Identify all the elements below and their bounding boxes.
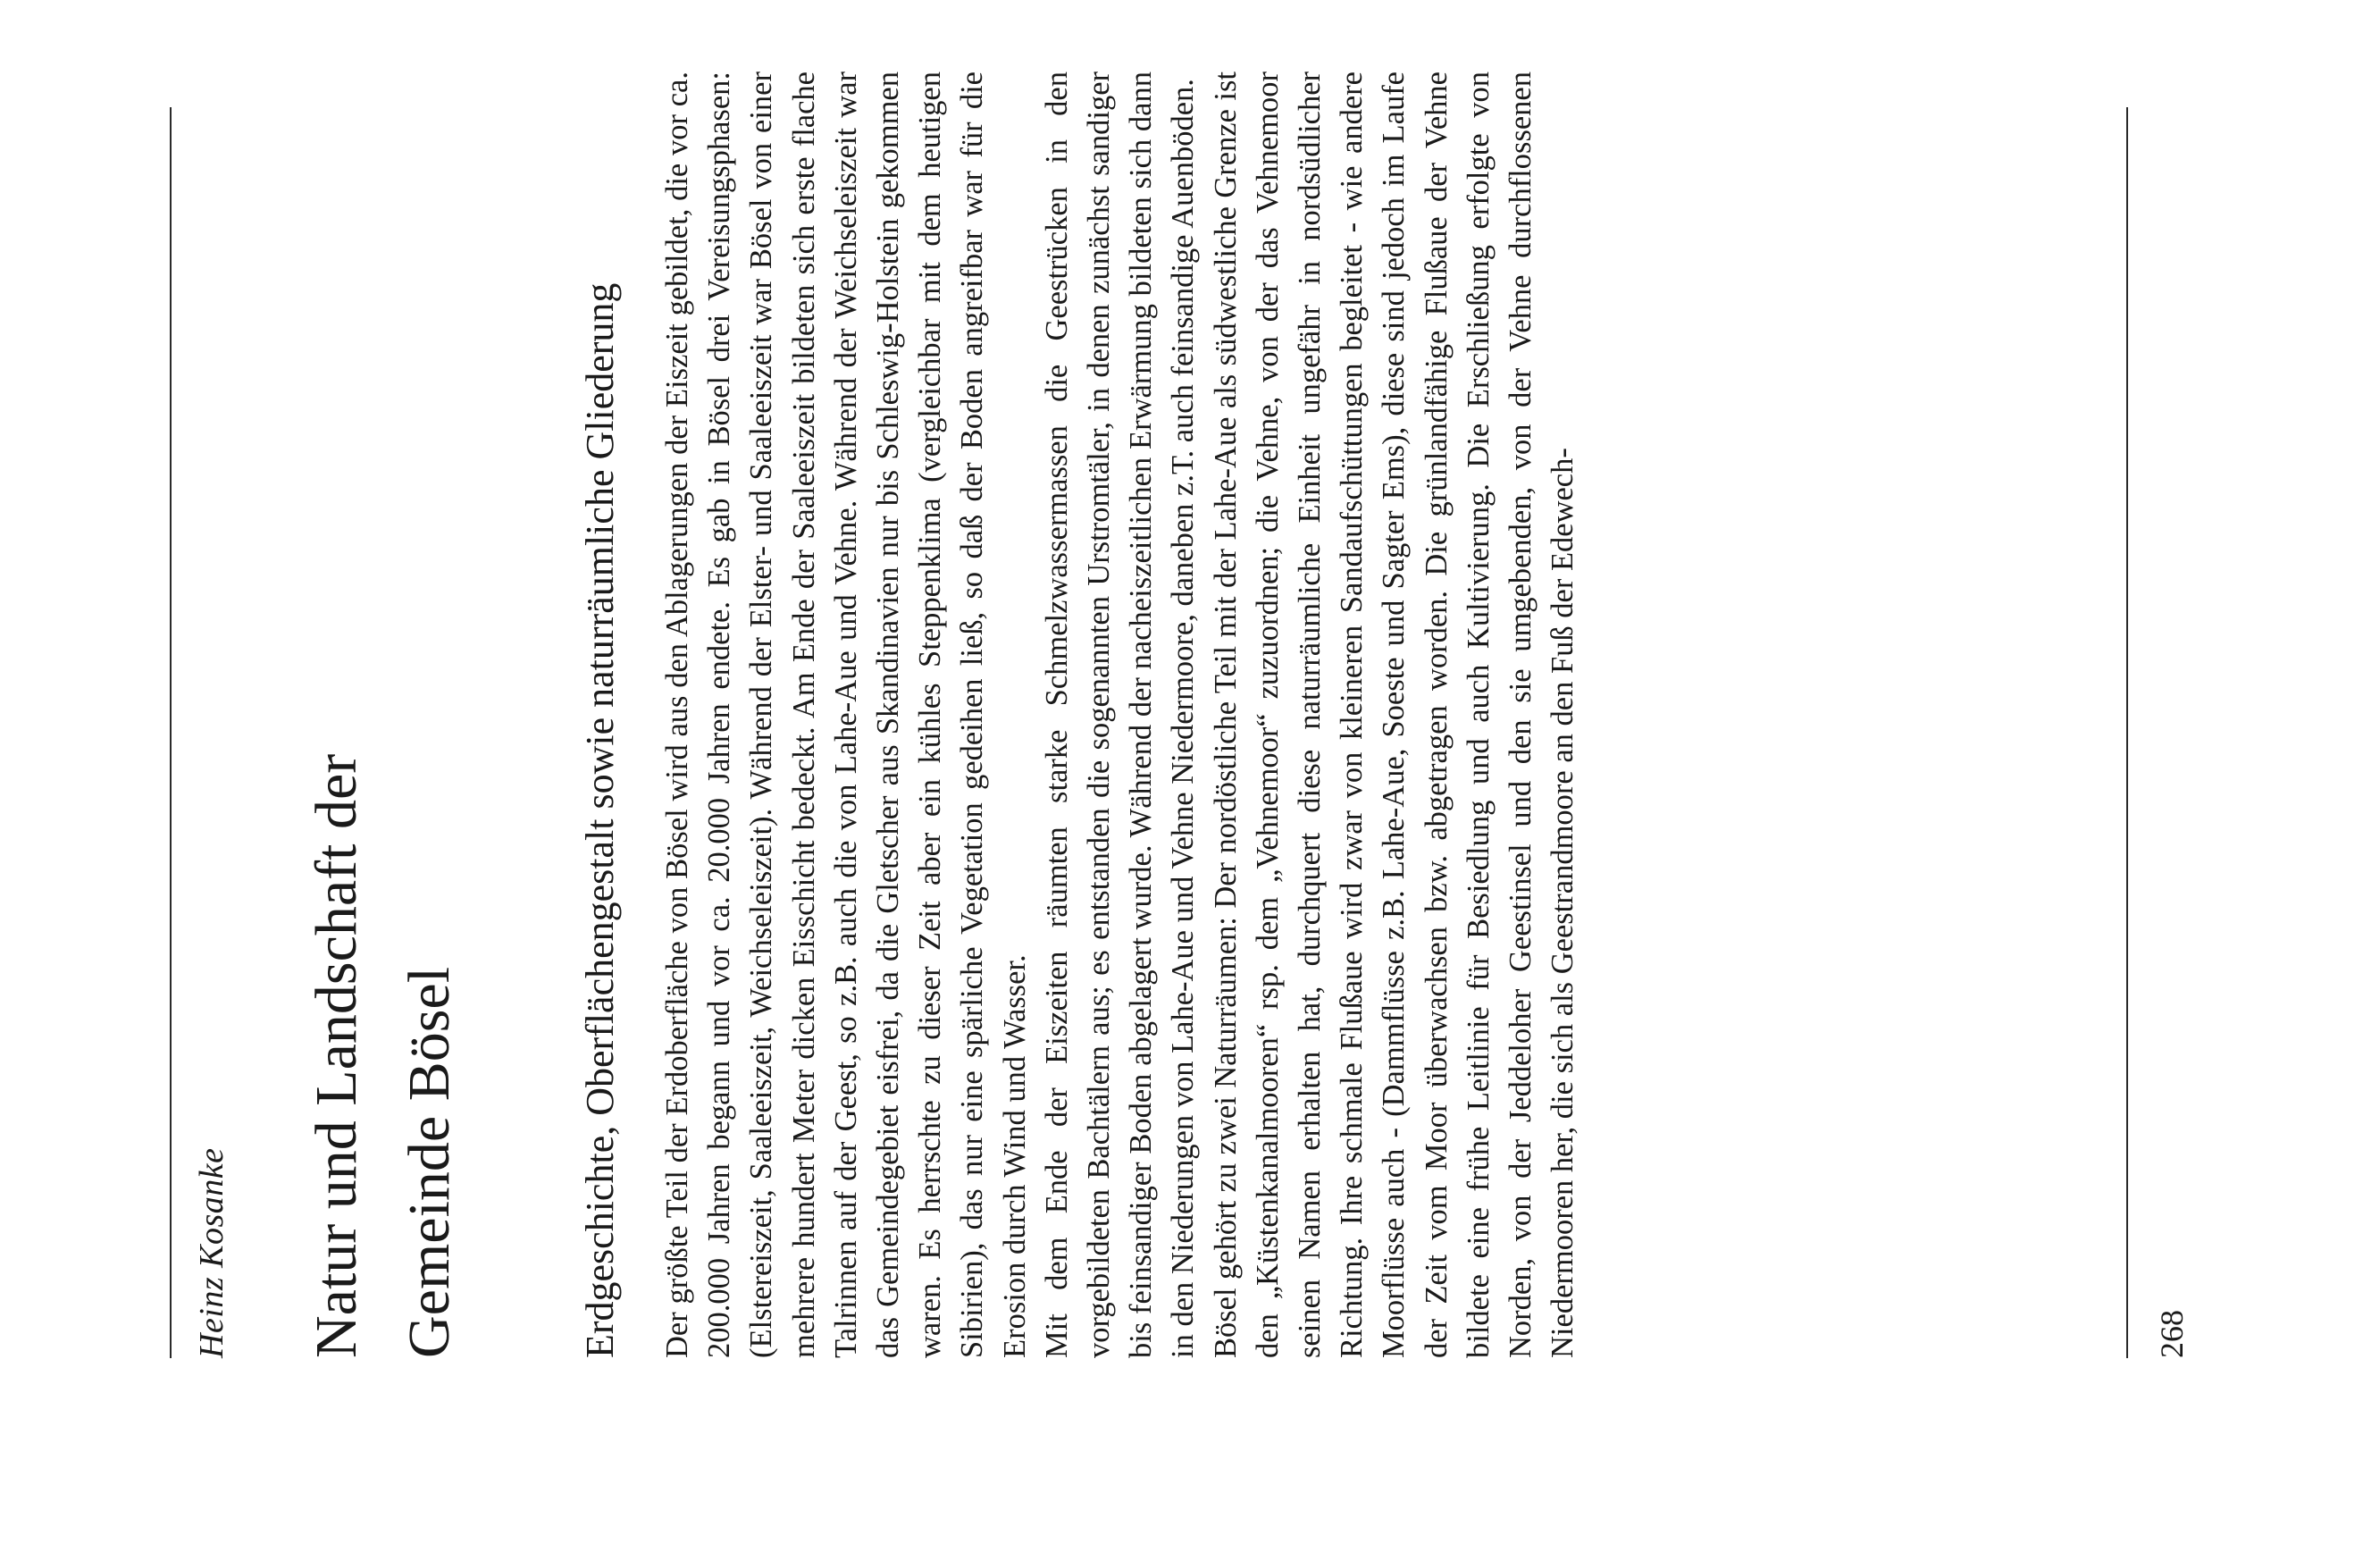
body-text [657,71,1584,1358]
top-rule [170,107,172,1358]
rotated-page-content [170,71,2242,1358]
paragraph: Der größte Teil der Erdoberfläche von Bösel wird aus den Ablagerungen der Eiszeit gebildet, die vor ca. 200.000 Jahren begann und vor ca. 20.000 Jahren endete. Es gab in Bösel drei Vereisungsphasen: (Elstereiszeit, Saaleeiszeit, Weichseleiszeit). Während der Elster- und Saaleeiszeit war Bösel von einer mehrere hundert Meter dicken Eisschicht bedeckt. Am Ende der Saaleeiszeit bildeten sich erste flache Talrinnen auf der Geest, so z.B. auch die von Lahe-Aue und Vehne. Während der Weichseleiszeit war das Gemeindegebiet eisfrei, da die Gletscher aus Skandinavien nur bis Schleswig-Holstein gekommen waren. Es herrschte zu dieser Zeit aber ein kühles Steppenklima (vergleichbar mit dem heutigen Sibirien), das nur eine spärliche Vegetation gedeihen ließ, so daß der Boden angreifbar war für die Erosion durch Wind und Wasser. [660,71,1032,1358]
title-line-1: Natur und Landschaft der [304,753,369,1358]
article-title [290,375,476,1358]
author-name: Heinz Kosanke [193,1147,230,1358]
bottom-rule [2126,107,2128,1358]
title-line-2: Gemeinde Bösel [397,966,462,1358]
page-number: 268 [2154,1310,2190,1358]
paragraph: Bösel gehört zu zwei Naturräumen: Der nordöstliche Teil mit der Lahe-Aue als südwestliche Grenze ist den „Küstenkanalmooren“ rsp. dem „Vehnemoor“ zuzuordnen; die Vehne, von der das Vehnemoor seinen Namen erhalten hat, durchquert diese naturräumliche Einheit ungefähr in nordsüdlicher Richtung. Ihre schmale Flußaue wird zwar von kleineren Sandaufschüttungen begleitet - wie andere Moorflüsse auch - (Dammflüsse z.B. Lahe-Aue, Soeste und Sagter Ems), diese sind jedoch im Laufe der Zeit vom Moor überwachsen bzw. abgetragen worden. Die grünlandfähige Flußaue der Vehne bildete eine frühe Leitlinie für Besiedlung und auch Kultivierung. Die Erschließung erfolgte von Norden, von der Jeddeloher Geestinsel und den sie umgebenden, von der Vehne durchflossenen Niedermooren her, die sich als Geestrandmoore an den Fuß der Edewech- [1208,71,1580,1358]
paragraph: Mit dem Ende der Eiszeiten räumten starke Schmelzwassermassen die Geestrücken in den vorgebildeten Bachtälern aus; es entstanden die sogenannten Urstromtäler, in denen zunächst sandiger bis feinsandiger Boden abgelagert wurde. Während der nacheiszeitlichen Erwärmung bildeten sich dann in den Niederungen von Lahe-Aue und Vehne Niedermoore, daneben z.T. auch feinsandige Auenböden. [1039,71,1201,1358]
section-heading: Erdgeschichte, Oberflächengestalt sowie naturräumliche Gliederung [578,282,622,1358]
